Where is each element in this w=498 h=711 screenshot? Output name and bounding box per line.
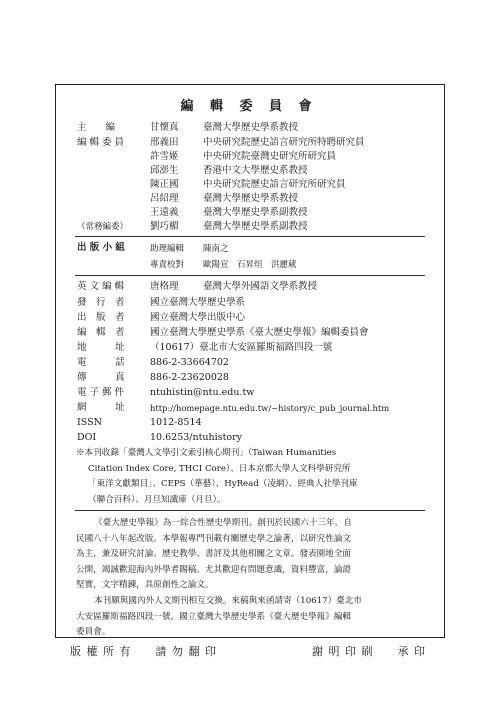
description-line: 民國八十八年起改版。本學報專門刊載有關歷史學之論著，以研究性論文 [76,533,352,544]
info-key: 傳 真 [77,372,125,383]
website-value: http://homepage.ntu.edu.tw/~history/c_pub_journal.htm [150,403,390,413]
copyright-notice: 版 權 所 有 請 勿 翻 印 [70,645,217,658]
exchange-line: 大安區羅斯福路四段一號，國立臺灣大學歷史學系《臺大歷史學報》編輯 [76,611,352,622]
committee-affiliation: 中央研究院臺灣史研究所研究員 [203,151,337,162]
description-line: 《臺大歷史學報》為一綜合性歷史學期刊。創刊於民國六十三年，自 [94,518,352,528]
info-key: ISSN [77,417,102,428]
english-editor-name: 唐格理 [150,281,179,292]
info-key: 發 行 者 [77,297,125,308]
info-value: 10.6253/ntuhistory [150,432,243,443]
committee-affiliation: 香港中文大學歷史系教授 [203,165,308,176]
committee-affiliation: 臺灣大學歷史學系副教授 [203,207,308,218]
indexing-line: ※本刊收錄「臺灣人文學引文索引核心期刊」（Taiwan Humanities [76,448,337,458]
info-key: 出 版 者 [77,312,125,323]
committee-role: 主 編 [77,122,116,133]
description-line: 公開，竭誠歡迎海內外學者賜稿。尤其歡迎有問題意識，資料豐富，論證 [76,564,352,575]
committee-name: 邢義田 [150,137,179,148]
committee-affiliation: 臺灣大學歷史學系副教授 [203,221,308,232]
english-editor-affiliation: 臺灣大學外國語文學系教授 [203,281,318,292]
committee-affiliation: 中央研究院歷史語言研究所研究員 [203,179,346,190]
info-value: 886-2-33664702 [150,357,229,368]
indexing-line: Citation Index Core, THCI Core）、日本京都大學人文科學研究所 [88,463,351,474]
divider [75,236,425,237]
exchange-line: 本刊願與國內外人文期刊相互交換。來稿與來函請寄（10617）臺北市 [94,596,362,606]
divider [75,275,425,276]
divider [75,510,425,511]
info-key: 電 子 郵 件 [77,387,125,398]
exchange-note [76,594,428,641]
committee-affiliation: 中央研究院歷史語言研究所特聘研究員 [203,137,365,148]
info-value: 國立臺灣大學歷史學系《臺大歷史學報》編輯委員會 [150,327,369,338]
committee-name: 陳正國 [150,179,179,190]
info-value: 國立臺灣大學歷史學系 [150,297,246,308]
committee-name: 許雪姬 [150,151,179,162]
committee-role: （常務編委） [77,222,129,232]
info-value: 1012-8514 [150,417,202,428]
committee-affiliation: 臺灣大學歷史學系教授 [203,122,299,133]
committee-name: 劉巧楣 [150,221,179,232]
info-key: 編 輯 者 [77,327,125,338]
info-key: DOI [77,432,97,443]
info-value: （10617）臺北市大安區羅斯福路四段一號 [150,342,333,353]
info-key: 網 址 [77,402,125,413]
info-value: 886-2-23620028 [150,372,229,383]
committee-name: 甘懷真 [150,122,179,133]
publishing-role: 專責校對 [150,260,185,270]
english-editor-role: 英 文 編 輯 [77,281,125,292]
publishing-names: 歐陽宣 石昇烜 洪麗葳 [203,260,297,270]
info-key: 地 址 [77,342,125,353]
committee-role: 編 輯 委 員 [77,137,125,148]
exchange-line: 委員會。 [76,627,111,637]
indexing-line: 「東洋文獻類目」、CEPS（華藝）、HyRead（凌網）、經典人社學刊庫 [88,479,358,489]
indexing-line: （聯合百科）、月旦知識庫（月旦）。 [88,494,226,505]
info-value: 國立臺灣大學出版中心 [150,312,246,323]
page-title: 編 輯 委 員 會 [180,99,318,114]
publishing-role: 助理編輯 [150,244,185,254]
description-line: 堅實，文字精鍊，具原創性之論文。 [76,580,214,590]
publishing-names: 陳南之 [203,244,229,254]
publishing-group-label: 出 版 小 組 [77,242,125,253]
committee-name: 邱澎生 [150,165,179,176]
committee-name: 王遠義 [150,207,179,218]
email-value: ntuhistin@ntu.edu.tw [150,387,255,398]
description-line: 為主，兼及研究討論、歷史教學、書評及其他相關之文章。發表園地全面 [76,549,352,559]
printer-notice: 謝 明 印 刷 承 印 [312,645,426,658]
committee-affiliation: 臺灣大學歷史學系教授 [203,193,299,204]
committee-name: 呂紹理 [150,193,179,204]
info-key: 電 話 [77,357,125,368]
journal-description [76,516,428,594]
indexing-note [76,446,428,508]
